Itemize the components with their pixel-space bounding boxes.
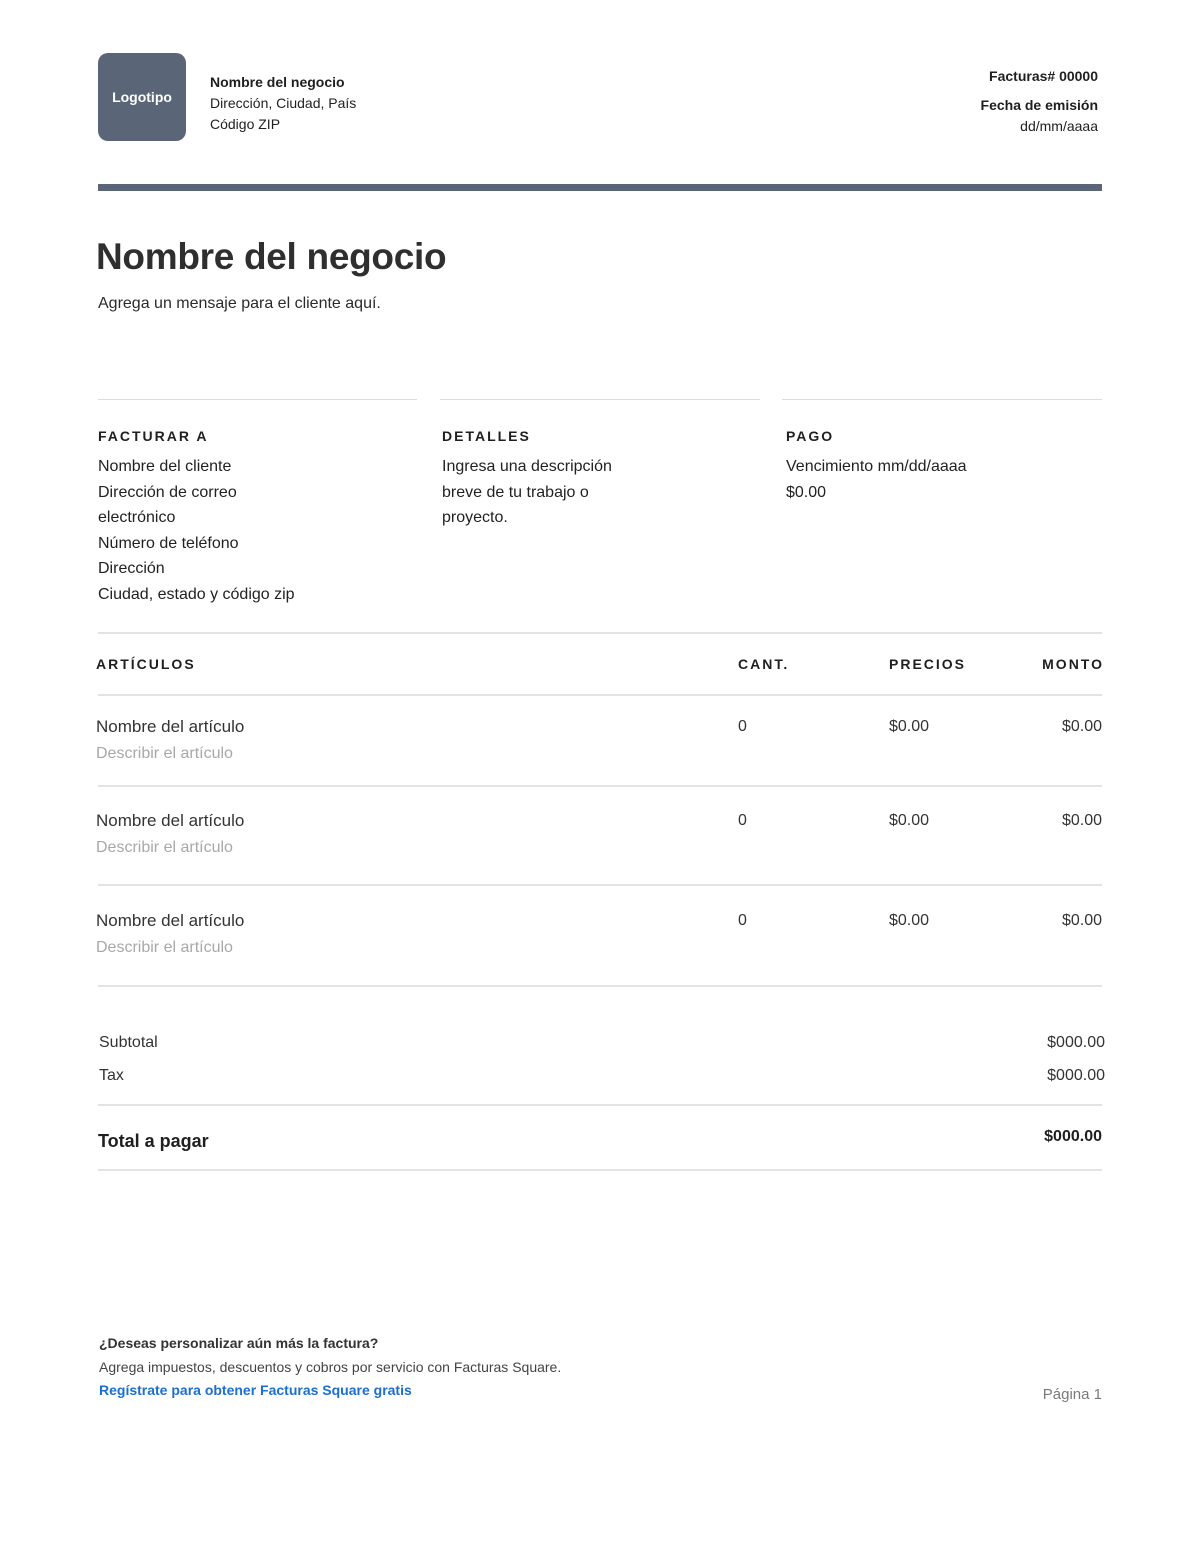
item-amount: $0.00 [1061, 812, 1102, 829]
subtotal-label: Subtotal [99, 1034, 158, 1051]
footer-description: Agrega impuestos, descuentos y cobros por servicio con Facturas Square. [99, 1359, 562, 1375]
item-name: Nombre del artículo [96, 811, 245, 830]
details-section [442, 428, 742, 531]
tax-label: Tax [99, 1067, 124, 1084]
item-description: Describir el artículo [96, 745, 233, 762]
details-line: proyecto. [442, 509, 508, 527]
client-email-cont: electrónico [98, 509, 176, 527]
payment-heading: PAGO [786, 428, 835, 444]
tax-value: $000.00 [1047, 1067, 1105, 1084]
col-header-qty: CANT. [738, 656, 790, 672]
page-number: Página 1 [1042, 1386, 1102, 1403]
issue-date: dd/mm/aaaa [1020, 118, 1098, 134]
business-info [210, 72, 356, 135]
table-top-rule [98, 632, 1102, 634]
item-amount: $0.00 [1061, 912, 1102, 929]
total-label: Total a pagar [98, 1131, 209, 1151]
invoice-info [981, 66, 1098, 137]
business-zip: Código ZIP [210, 116, 281, 132]
item-qty: 0 [738, 812, 747, 829]
business-address: Dirección, Ciudad, País [210, 95, 357, 111]
details-line: breve de tu trabajo o [442, 483, 589, 501]
col-header-items: ARTÍCULOS [96, 656, 196, 672]
client-phone: Número de teléfono [98, 534, 239, 552]
item-qty: 0 [738, 912, 747, 929]
payment-amount: $0.00 [786, 483, 827, 501]
payment-due: Vencimiento mm/dd/aaaa [786, 458, 967, 475]
bill-to-rule [98, 399, 417, 400]
header-divider-bar [98, 184, 1102, 191]
item-description: Describir el artículo [96, 839, 233, 856]
business-name: Nombre del negocio [210, 74, 345, 90]
item-name: Nombre del artículo [96, 717, 245, 736]
item-name: Nombre del artículo [96, 911, 245, 930]
bill-to-section [98, 428, 398, 608]
row-rule [98, 785, 1102, 787]
totals-bottom-rule [98, 1169, 1102, 1171]
payment-section [786, 428, 1086, 505]
client-message: Agrega un mensaje para el cliente aquí. [98, 295, 381, 312]
invoice-number: Facturas# 00000 [989, 68, 1098, 84]
client-address: Dirección [98, 560, 165, 578]
payment-rule [782, 399, 1102, 400]
footer-question: ¿Deseas personalizar aún más la factura? [99, 1335, 379, 1351]
table-bottom-rule [98, 985, 1102, 987]
table-header-rule [98, 694, 1102, 696]
page-title: Nombre del negocio [96, 236, 447, 277]
item-description: Describir el artículo [96, 939, 233, 956]
logo-placeholder [98, 53, 186, 141]
subtotal-value: $000.00 [1047, 1034, 1105, 1051]
col-header-price: PRECIOS [889, 656, 967, 672]
row-rule [98, 884, 1102, 886]
client-email: Dirección de correo [98, 483, 237, 501]
col-header-amount: MONTO [1042, 656, 1104, 672]
issue-date-label: Fecha de emisión [980, 97, 1098, 113]
client-city: Ciudad, estado y código zip [98, 585, 295, 603]
item-price: $0.00 [889, 718, 930, 735]
item-price: $0.00 [889, 812, 930, 829]
item-amount: $0.00 [1061, 718, 1102, 735]
details-heading: DETALLES [442, 428, 531, 444]
total-value: $000.00 [1044, 1128, 1102, 1145]
item-price: $0.00 [889, 912, 930, 929]
bill-to-heading: FACTURAR A [98, 428, 209, 444]
client-name: Nombre del cliente [98, 458, 232, 475]
details-line: Ingresa una descripción [442, 458, 612, 475]
signup-link[interactable]: Regístrate para obtener Facturas Square gratis [99, 1382, 412, 1398]
logo-label: Logotipo [112, 89, 172, 105]
totals-rule [98, 1104, 1102, 1106]
details-rule [440, 399, 760, 400]
item-qty: 0 [738, 718, 747, 735]
